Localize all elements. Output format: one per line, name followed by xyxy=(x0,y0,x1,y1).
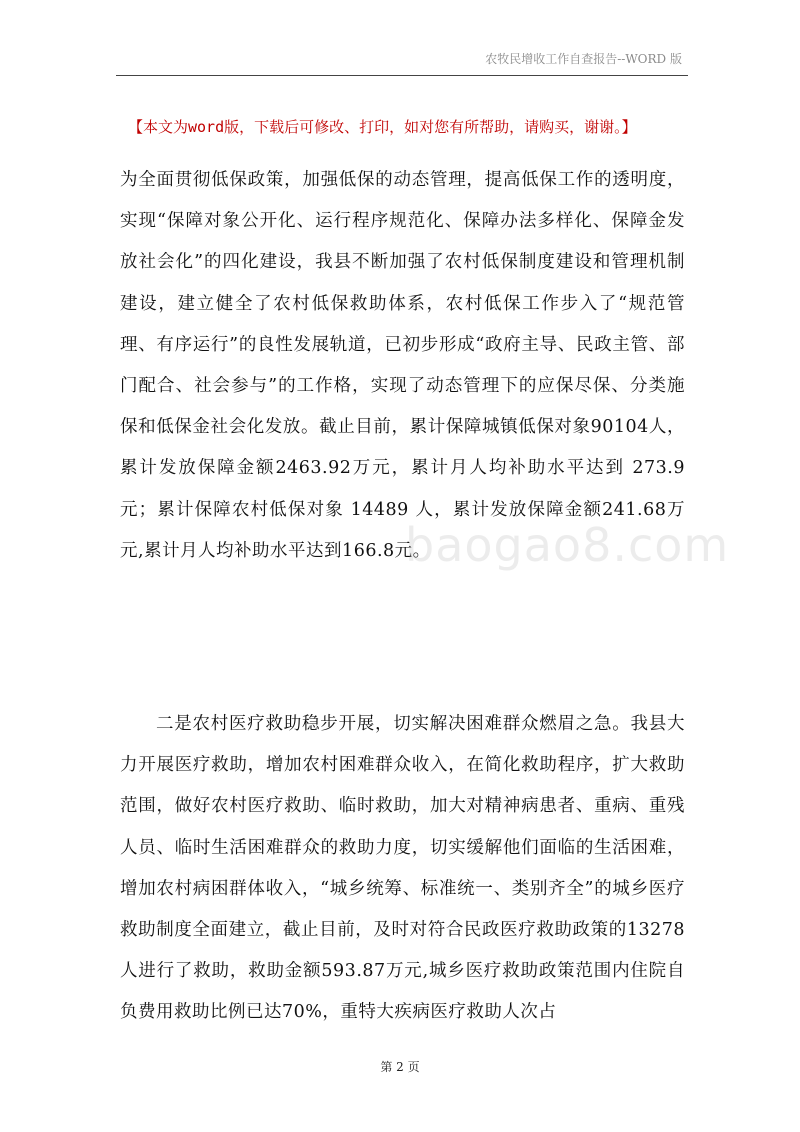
header-title: 农牧民增收工作自查报告--WORD 版 xyxy=(485,52,682,66)
watermark: baogao8.com xyxy=(405,518,730,572)
body-paragraph-2: 二是农村医疗救助稳步开展，切实解决困难群众燃眉之急。我县大力开展医疗救助，增加农村困难群众收入，在简化救助程序，扩大救助范围，做好农村医疗救助、临时救助，加大对精神病患者、重病、重残人员、临时生活困难群众的救助力度，切实缓解他们面临的生活困难，增加农村病困群体收入，“城乡统筹、标准统一、类别齐全”的城乡医疗救助制度全面建立，截止目前，及时对符合民政医疗救助政策的13278人进行了救助，救助金额593.87万元,城乡医疗救助政策范围内住院自负费用救助比例已达70%，重特大疾病医疗救助人次占 xyxy=(120,714,685,1023)
body-paragraph-1: 为全面贯彻低保政策，加强低保的动态管理，提高低保工作的透明度，实现“保障对象公开化、运行程序规范化、保障办法多样化、保障金发放社会化”的四化建设，我县不断加强了农村低保制度建设和管理机制建设，建立健全了农村低保救助体系，农村低保工作步入了“规范管理、有序运行”的良性发展轨道，已初步形成“政府主导、民政主管、部门配合、社会参与”的工作格，实现了动态管理下的应保尽保、分类施保和低保金社会化发放。截止目前，累计保障城镇低保对象90104人，累计发放保障金额2463.92万元，累计月人均补助水平达到 273.9 元；累计保障农村低保对象 14489 人，累计发放保障金额241.68万元,累计月人均补助水平达到166.8元。 xyxy=(120,170,685,561)
page-number: 第 2 页 xyxy=(380,1060,420,1074)
header-divider xyxy=(116,75,688,76)
purchase-notice: 【本文为word版，下载后可修改、打印，如对您有所帮助，请购买，谢谢。】 xyxy=(128,118,637,136)
